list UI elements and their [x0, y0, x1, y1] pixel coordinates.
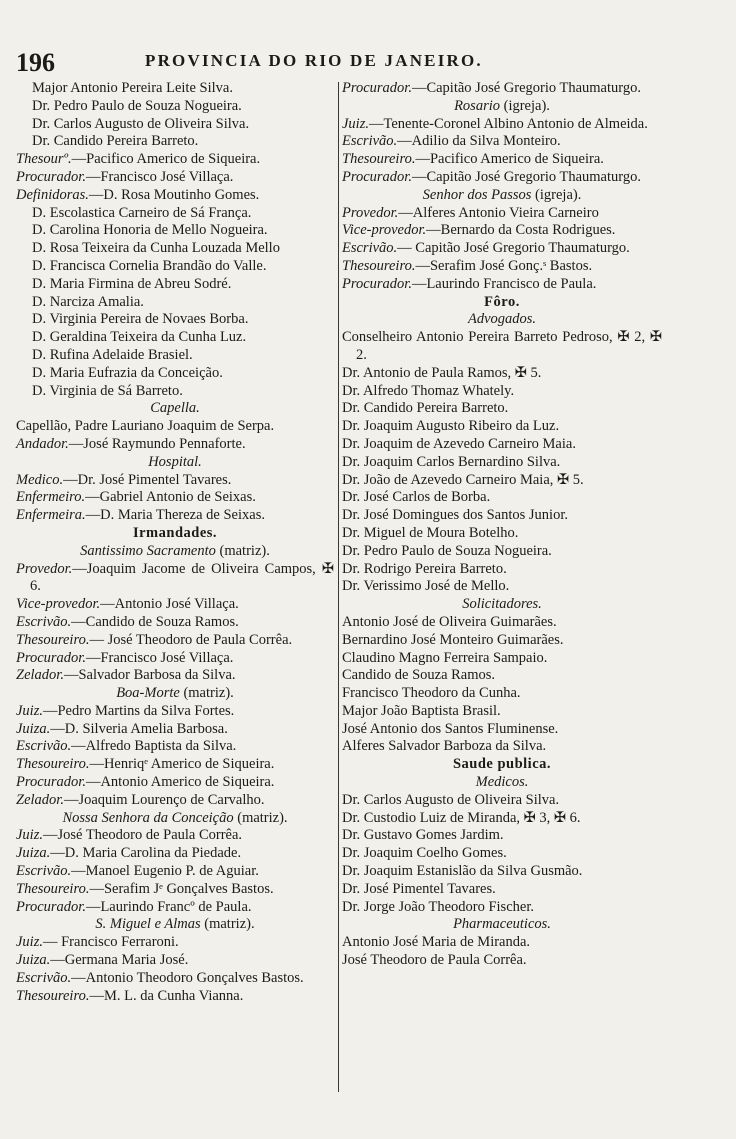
- entry-text: Fôro.: [484, 293, 520, 310]
- office-entry: [16, 827, 334, 845]
- entry-text: —Dr. José Pimentel Tavares.: [63, 471, 232, 488]
- entry-text: Dr. Jorge João Theodoro Fischer.: [342, 898, 534, 915]
- office-entry: [16, 507, 334, 525]
- office-role: Procurador.: [342, 275, 412, 292]
- entry-text: Alferes Salvador Barboza da Silva.: [342, 738, 547, 755]
- entry-text: —Antonio Americo de Siqueira.: [85, 774, 275, 791]
- entry-text: —Germana Maria José.: [50, 952, 189, 969]
- office-entry: [342, 222, 662, 240]
- entry-text: Claudino Magno Ferreira Sampaio.: [342, 649, 548, 666]
- name-entry: [16, 418, 334, 436]
- entry-text: —Pacifico Americo de Siqueira.: [71, 151, 261, 168]
- entry-text: Dr. Joaquim Carlos Bernardino Silva.: [342, 453, 561, 470]
- office-role: Juiz.: [342, 115, 369, 132]
- entry-text: —Laurindo Francisco de Paula.: [411, 275, 597, 292]
- heading-italic: Santissimo Sacramento: [80, 542, 216, 559]
- entry-text: Dr. Antonio de Paula Ramos, ✠ 5.: [342, 364, 542, 381]
- name-entry: [342, 881, 662, 899]
- name-entry: [342, 400, 662, 418]
- office-entry: [342, 116, 662, 134]
- entry-text: José Antonio dos Santos Fluminense.: [342, 720, 559, 737]
- name-entry: [16, 80, 334, 98]
- entry-text: (matriz).: [200, 916, 255, 933]
- section-heading: [342, 916, 662, 934]
- name-entry: [342, 827, 662, 845]
- entry-text: Irmandades.: [132, 524, 218, 541]
- name-entry: [342, 703, 662, 721]
- name-entry: [342, 507, 662, 525]
- name-entry: [342, 650, 662, 668]
- name-entry: [342, 578, 662, 596]
- name-entry: [342, 899, 662, 917]
- entry-text: Dr. Pedro Paulo de Souza Nogueira.: [342, 542, 552, 559]
- entry-text: Dr. Joaquim Estanislão da Silva Gusmão.: [342, 863, 583, 880]
- name-entry: [342, 561, 662, 579]
- office-role: Juiza.: [16, 720, 51, 737]
- entry-text: Hospital.: [148, 453, 202, 470]
- entry-text: Bernardino José Monteiro Guimarães.: [342, 631, 564, 648]
- name-entry: [16, 311, 334, 329]
- entry-text: Dr. Candido Pereira Barreto.: [342, 400, 509, 417]
- name-entry: [342, 934, 662, 952]
- heading-italic: Boa-Morte: [116, 685, 180, 702]
- name-entry: [342, 383, 662, 401]
- name-entry: [16, 347, 334, 365]
- page-number: 196: [16, 48, 55, 77]
- office-role: Juiz.: [16, 702, 43, 719]
- entry-text: Antonio José de Oliveira Guimarães.: [342, 613, 557, 630]
- entry-text: —Tenente-Coronel Albino Antonio de Almeida.: [368, 115, 648, 132]
- entry-text: Dr. João de Azevedo Carneiro Maia, ✠ 5.: [342, 471, 584, 488]
- name-entry: [342, 863, 662, 881]
- name-entry: [342, 845, 662, 863]
- entry-text: Pharmaceuticos.: [453, 916, 551, 933]
- section-heading: [342, 756, 662, 774]
- entry-text: —Antonio Theodoro Gonçalves Bastos.: [71, 969, 304, 986]
- entry-text: (matriz).: [179, 685, 234, 702]
- entry-text: —Salvador Barbosa da Silva.: [63, 667, 236, 684]
- entry-text: Dr. Miguel de Moura Botelho.: [342, 524, 519, 541]
- entry-text: —Joaquim Lourenço de Carvalho.: [63, 791, 265, 808]
- section-heading: [16, 916, 334, 934]
- name-entry: [16, 365, 334, 383]
- office-role: Thesourº.: [16, 151, 72, 168]
- office-entry: [342, 240, 662, 258]
- entry-text: D. Escolastica Carneiro de Sá França.: [32, 204, 252, 221]
- office-role: Juiz.: [16, 827, 43, 844]
- name-entry: [342, 721, 662, 739]
- entry-text: —José Raymundo Pennaforte.: [68, 435, 246, 452]
- office-role: Thesoureiro.: [342, 151, 416, 168]
- office-entry: [16, 703, 334, 721]
- name-entry: [16, 133, 334, 151]
- name-entry: [342, 472, 662, 490]
- heading-italic: Rosario: [454, 97, 500, 114]
- entry-text: —Manoel Eugenio P. de Aguiar.: [71, 863, 259, 880]
- office-entry: [16, 472, 334, 490]
- entry-text: D. Francisca Cornelia Brandão do Valle.: [32, 257, 267, 274]
- entry-text: D. Carolina Honoria de Mello Nogueira.: [32, 222, 268, 239]
- office-role: Thesoureiro.: [16, 756, 90, 773]
- office-entry: [16, 863, 334, 881]
- name-entry: [342, 525, 662, 543]
- section-heading: [342, 774, 662, 792]
- entry-text: —D. Rosa Moutinho Gomes.: [88, 186, 260, 203]
- entry-text: —Alfredo Baptista da Silva.: [71, 738, 237, 755]
- office-role: Procurador.: [16, 898, 86, 915]
- entry-text: —Laurindo Francº de Paula.: [85, 898, 252, 915]
- entry-text: D. Rufina Adelaide Brasiel.: [32, 346, 193, 363]
- name-entry: [342, 489, 662, 507]
- office-entry: [16, 756, 334, 774]
- office-role: Escrivão.: [16, 613, 72, 630]
- office-role: Thesoureiro.: [342, 257, 416, 274]
- name-entry: [16, 98, 334, 116]
- office-role: Escrivão.: [16, 863, 72, 880]
- running-title: PROVINCIA DO RIO DE JANEIRO.: [145, 51, 483, 70]
- office-entry: [342, 258, 662, 276]
- entry-text: Dr. Rodrigo Pereira Barreto.: [342, 560, 507, 577]
- office-entry: [342, 133, 662, 151]
- section-heading: [342, 311, 662, 329]
- entry-text: —Serafim José Gonç.ˢ Bastos.: [415, 257, 593, 274]
- office-role: Juiza.: [16, 845, 51, 862]
- name-entry: [342, 792, 662, 810]
- name-entry: [342, 810, 662, 828]
- entry-text: Capella.: [150, 400, 200, 417]
- office-entry: [342, 151, 662, 169]
- entry-text: Major João Baptista Brasil.: [342, 702, 501, 719]
- name-entry: [16, 116, 334, 134]
- office-entry: [342, 169, 662, 187]
- entry-text: —Joaquim Jacome de Oliveira Campos, ✠ 6.: [30, 560, 334, 595]
- entry-text: —D. Maria Thereza de Seixas.: [85, 507, 265, 524]
- entry-text: — Capitão José Gregorio Thaumaturgo.: [397, 240, 630, 257]
- entry-text: (igreja).: [500, 97, 550, 114]
- office-role: Provedor.: [16, 560, 73, 577]
- section-heading: [16, 400, 334, 418]
- name-entry: [342, 632, 662, 650]
- entry-text: Medicos.: [475, 774, 529, 791]
- entry-text: Major Antonio Pereira Leite Silva.: [32, 80, 233, 96]
- office-entry: [342, 205, 662, 223]
- office-entry: [16, 970, 334, 988]
- left-column: [16, 80, 334, 1005]
- entry-text: Dr. Gustavo Gomes Jardim.: [342, 827, 504, 844]
- entry-text: Dr. José Pimentel Tavares.: [342, 880, 496, 897]
- office-role: Definidoras.: [16, 186, 89, 203]
- entry-text: —Capitão José Gregorio Thaumaturgo.: [411, 168, 641, 185]
- name-entry: [342, 543, 662, 561]
- entry-text: —D. Maria Carolina da Piedade.: [50, 845, 242, 862]
- entry-text: D. Rosa Teixeira da Cunha Louzada Mello: [32, 240, 280, 257]
- entry-text: Antonio José Maria de Miranda.: [342, 934, 531, 951]
- office-role: Thesoureiro.: [16, 880, 90, 897]
- office-entry: [16, 187, 334, 205]
- office-role: Thesoureiro.: [16, 987, 90, 1004]
- name-entry: [342, 738, 662, 756]
- entry-text: —José Theodoro de Paula Corrêa.: [42, 827, 243, 844]
- entry-text: Dr. Verissimo José de Mello.: [342, 578, 510, 595]
- office-entry: [16, 774, 334, 792]
- office-role: Enfermeira.: [16, 507, 86, 524]
- column-divider: [338, 82, 339, 1092]
- office-entry: [16, 614, 334, 632]
- office-entry: [16, 596, 334, 614]
- office-entry: [16, 489, 334, 507]
- entry-text: Dr. Carlos Augusto de Oliveira Silva.: [342, 791, 560, 808]
- entry-text: Dr. Custodio Luiz de Miranda, ✠ 3, ✠ 6.: [342, 809, 581, 826]
- office-role: Escrivão.: [16, 969, 72, 986]
- name-entry: [342, 667, 662, 685]
- entry-text: (matriz).: [233, 809, 288, 826]
- name-entry: [342, 685, 662, 703]
- name-entry: [342, 952, 662, 970]
- office-entry: [16, 738, 334, 756]
- office-role: Escrivão.: [16, 738, 72, 755]
- entry-text: D. Maria Eufrazia da Conceição.: [32, 364, 223, 381]
- section-heading: [16, 543, 334, 561]
- entry-text: D. Geraldina Teixeira da Cunha Luz.: [32, 329, 247, 346]
- name-entry: [342, 614, 662, 632]
- office-entry: [16, 721, 334, 739]
- entry-text: (matriz).: [215, 542, 270, 559]
- office-role: Zelador.: [16, 667, 64, 684]
- entry-text: D. Virginia de Sá Barreto.: [32, 382, 183, 399]
- section-heading: [16, 685, 334, 703]
- office-role: Juiz.: [16, 934, 43, 951]
- entry-text: Candido de Souza Ramos.: [342, 667, 496, 684]
- entry-text: Dr. Joaquim Coelho Gomes.: [342, 845, 507, 862]
- office-entry: [16, 632, 334, 650]
- right-column: [342, 80, 662, 970]
- entry-text: Dr. Joaquim de Azevedo Carneiro Maia.: [342, 435, 576, 452]
- entry-text: Dr. Candido Pereira Barreto.: [32, 133, 199, 150]
- entry-text: —Francisco José Villaça.: [85, 649, 234, 666]
- entry-text: —Serafim Jᵉ Gonçalves Bastos.: [89, 880, 274, 897]
- name-entry: [342, 436, 662, 454]
- name-entry: [16, 294, 334, 312]
- entry-text: — Francisco Ferraroni.: [42, 934, 179, 951]
- entry-text: —Adilio da Silva Monteiro.: [397, 133, 561, 150]
- office-role: Escrivão.: [342, 133, 398, 150]
- office-role: Escrivão.: [342, 240, 398, 257]
- name-entry: [16, 205, 334, 223]
- entry-text: —Gabriel Antonio de Seixas.: [85, 489, 256, 506]
- office-entry: [16, 899, 334, 917]
- section-heading: [342, 98, 662, 116]
- office-role: Vice-provedor.: [342, 222, 427, 239]
- office-role: Thesoureiro.: [16, 631, 90, 648]
- office-role: Provedor.: [342, 204, 399, 221]
- page-header: [0, 48, 736, 78]
- section-heading: [342, 294, 662, 312]
- section-heading: [342, 596, 662, 614]
- office-entry: [16, 845, 334, 863]
- entry-text: Saude publica.: [452, 756, 552, 773]
- name-entry: [342, 418, 662, 436]
- name-entry: [342, 329, 662, 365]
- entry-text: — José Theodoro de Paula Corrêa.: [89, 631, 293, 648]
- entry-text: —Bernardo da Costa Rodrigues.: [426, 222, 616, 239]
- entry-text: —Pedro Martins da Silva Fortes.: [42, 702, 235, 719]
- entry-text: D. Virginia Pereira de Novaes Borba.: [32, 311, 249, 328]
- name-entry: [342, 365, 662, 383]
- office-entry: [16, 169, 334, 187]
- entry-text: Solicitadores.: [462, 596, 542, 613]
- entry-text: José Theodoro de Paula Corrêa.: [342, 952, 527, 969]
- office-role: Vice-provedor.: [16, 596, 101, 613]
- entry-text: Dr. Alfredo Thomaz Whately.: [342, 382, 515, 399]
- office-role: Procurador.: [342, 168, 412, 185]
- office-entry: [16, 650, 334, 668]
- office-role: Juiza.: [16, 952, 51, 969]
- name-entry: [342, 454, 662, 472]
- office-role: Zelador.: [16, 791, 64, 808]
- entry-text: Francisco Theodoro da Cunha.: [342, 685, 521, 702]
- office-entry: [16, 934, 334, 952]
- entry-text: —D. Silveria Amelia Barbosa.: [50, 720, 228, 737]
- entry-text: D. Maria Firmina de Abreu Sodré.: [32, 275, 232, 292]
- office-role: Procurador.: [16, 649, 86, 666]
- entry-text: Dr. Joaquim Augusto Ribeiro da Luz.: [342, 418, 560, 435]
- entry-text: Dr. Pedro Paulo de Souza Nogueira.: [32, 97, 242, 114]
- office-role: Procurador.: [16, 774, 86, 791]
- entry-text: —Pacifico Americo de Siqueira.: [415, 151, 604, 168]
- entry-text: D. Narciza Amalia.: [32, 293, 144, 310]
- entry-text: Dr. Carlos Augusto de Oliveira Silva.: [32, 115, 250, 132]
- entry-text: Dr. José Carlos de Borba.: [342, 489, 491, 506]
- entry-text: Conselheiro Antonio Pereira Barreto Pedroso, ✠ 2, ✠ 2.: [342, 329, 662, 363]
- entry-text: —Alferes Antonio Vieira Carneiro: [398, 204, 599, 221]
- office-entry: [16, 881, 334, 899]
- office-role: Procurador.: [342, 80, 412, 96]
- office-role: Enfermeiro.: [16, 489, 86, 506]
- section-heading: [16, 454, 334, 472]
- entry-text: —Candido de Souza Ramos.: [71, 613, 239, 630]
- heading-italic: Senhor dos Passos: [422, 186, 532, 203]
- name-entry: [16, 329, 334, 347]
- section-heading: [342, 187, 662, 205]
- entry-text: (igreja).: [531, 186, 582, 203]
- name-entry: [16, 383, 334, 401]
- office-role: Procurador.: [16, 168, 86, 185]
- office-role: Medico.: [16, 471, 64, 488]
- name-entry: [16, 222, 334, 240]
- office-entry: [16, 436, 334, 454]
- office-entry: [16, 988, 334, 1006]
- section-heading: [16, 525, 334, 543]
- name-entry: [16, 258, 334, 276]
- entry-text: —M. L. da Cunha Vianna.: [89, 987, 244, 1004]
- entry-text: Dr. José Domingues dos Santos Junior.: [342, 507, 568, 524]
- office-entry: [342, 276, 662, 294]
- entry-text: —Capitão José Gregorio Thaumaturgo.: [411, 80, 641, 96]
- office-role: Andador.: [16, 435, 69, 452]
- entry-text: —Antonio José Villaça.: [100, 596, 239, 613]
- entry-text: —Henriqᵉ Americo de Siqueira.: [89, 756, 275, 773]
- heading-italic: S. Miguel e Almas: [95, 916, 201, 933]
- office-entry: [16, 561, 334, 597]
- section-heading: [16, 810, 334, 828]
- entry-text: Advogados.: [467, 311, 537, 328]
- office-entry: [16, 151, 334, 169]
- heading-italic: Nossa Senhora da Conceição: [62, 809, 234, 826]
- entry-text: Capellão, Padre Lauriano Joaquim de Serpa.: [16, 418, 275, 435]
- office-entry: [16, 952, 334, 970]
- office-entry: [342, 80, 662, 98]
- entry-text: —Francisco José Villaça.: [85, 168, 234, 185]
- name-entry: [16, 276, 334, 294]
- name-entry: [16, 240, 334, 258]
- office-entry: [16, 792, 334, 810]
- office-entry: [16, 667, 334, 685]
